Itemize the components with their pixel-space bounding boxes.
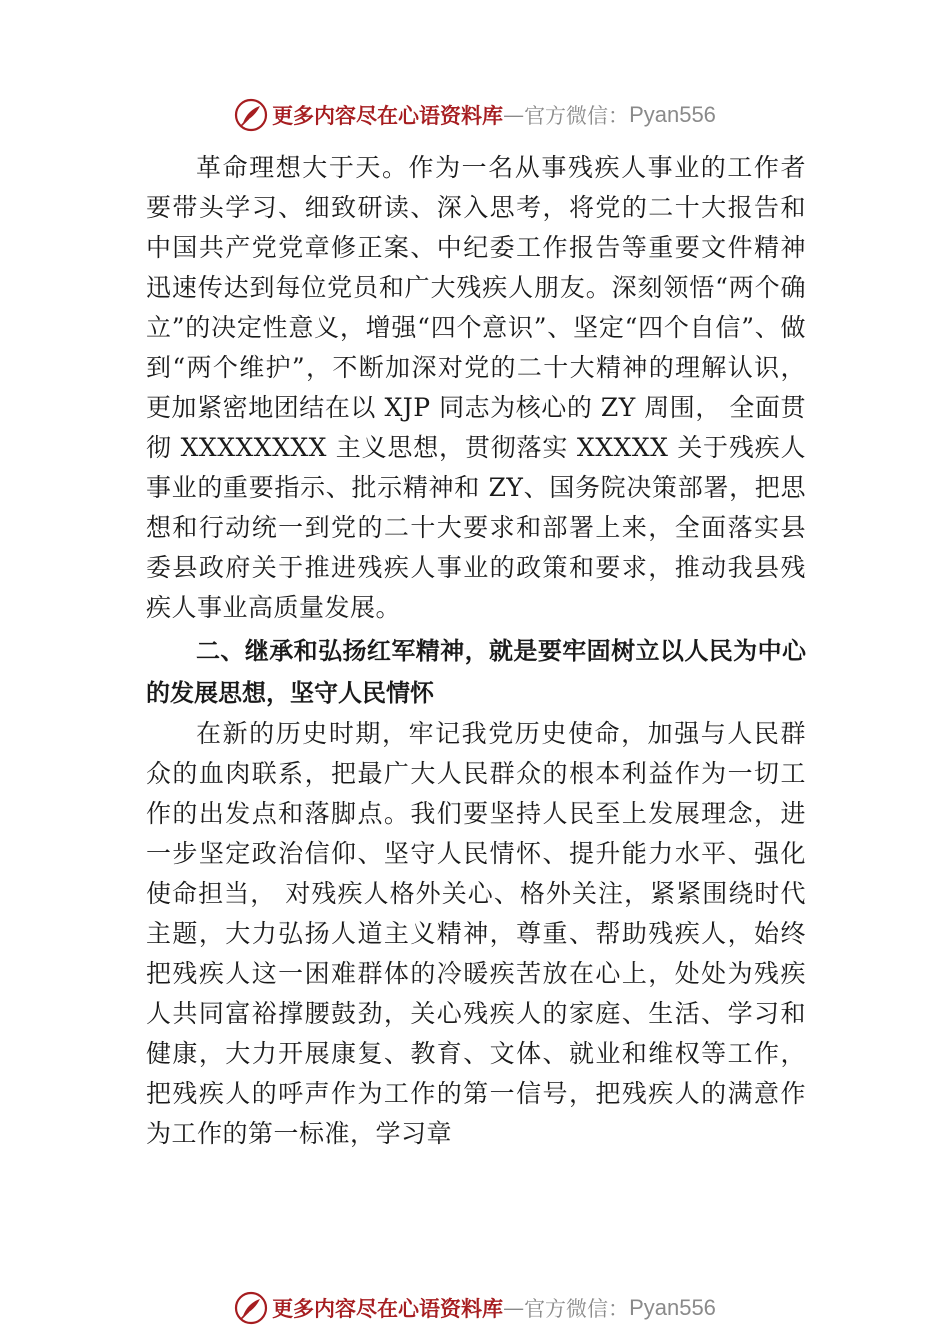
watermark-separator: — [503, 1296, 525, 1320]
watermark-separator: — [503, 103, 525, 127]
watermark-wechat-id: Pyan556 [629, 102, 716, 127]
section-heading-2: 二、继承和弘扬红军精神，就是要牢固树立以人民为中心的发展思想，坚守人民情怀 [146, 637, 806, 707]
watermark-wechat-label: 官方微信： [524, 104, 630, 128]
feather-pen-logo-icon [234, 98, 268, 132]
footer-watermark [0, 1288, 950, 1328]
body-paragraph-2: 在新的历史时期，牢记我党历史使命，加强与人民群众的血肉联系，把最广大人民群众的根本利益作为一切工作的出发点和落脚点。我们要坚持人民至上发展理念，进一步坚定政治信仰、坚守人民情怀、提升能力水平、强化使命担当， 对残疾人格外关心、格外关注，紧紧围绕时代主题，大力弘扬人道主义精神，尊重、帮助残疾人，始终把残疾人这一困难群体的冷暖疾苦放在心上，处处为残疾人共同富裕撑腰鼓劲，关心残疾人的家庭、生活、学习和健康，大力开展康复、教育、文体、就业和维权等工作，把残疾人的呼声作为工作的第一信号，把残疾人的满意作为工作的第一标准，学习章 [146, 719, 806, 1148]
feather-pen-logo-icon [234, 1291, 268, 1325]
header-watermark [0, 95, 950, 135]
watermark-wechat-id: Pyan556 [629, 1295, 716, 1320]
body-paragraph-1: 革命理想大于天。作为一名从事残疾人事业的工作者要带头学习、细致研读、深入思考，将党的二十大报告和中国共产党党章修正案、中纪委工作报告等重要文件精神迅速传达到每位党员和广大残疾人朋友。深刻领悟“两个确立”的决定性意义，增强“四个意识”、坚定“四个自信”、做到“两个维护”，不断加深对党的二十大精神的理解认识，更加紧密地团结在以 XJP 同志为核心的 ZY 周围， 全面贯彻 XXXXXXXX 主义思想，贯彻落实 XXXXX 关于残疾人事业的重要指示、批示精神和 ZY、国务院决策部署，把思想和行动统一到党的二十大要求和部署上来，全面落实县委县政府关于推进残疾人事业的政策和要求，推动我县残疾人事业高质量发展。 [146, 153, 806, 622]
watermark-library-text: 更多内容尽在心语资料库 [272, 1296, 504, 1321]
watermark-wechat-label: 官方微信： [524, 1297, 630, 1321]
watermark-library-text: 更多内容尽在心语资料库 [272, 103, 504, 128]
document-body [146, 148, 806, 1154]
